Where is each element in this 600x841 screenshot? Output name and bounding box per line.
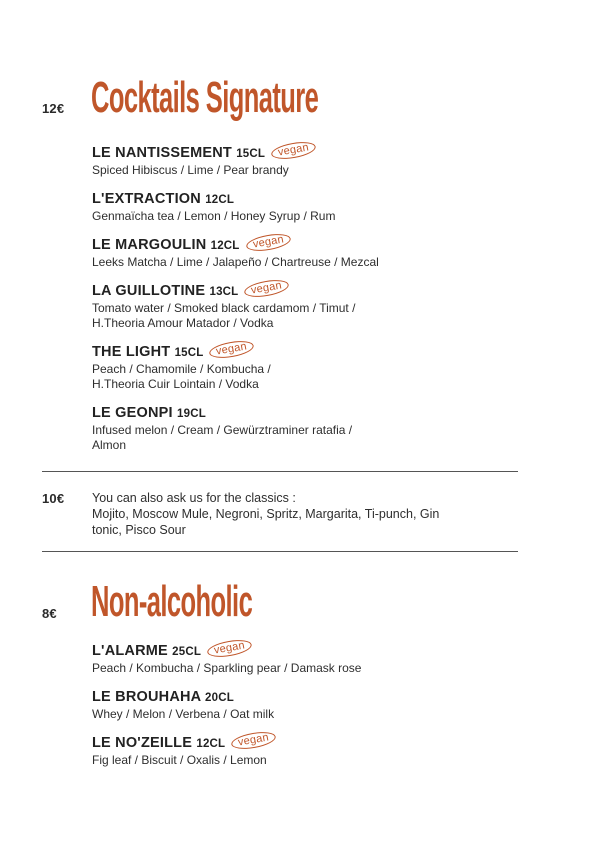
signature-price: 12€ xyxy=(42,101,65,116)
menu-item xyxy=(92,405,352,453)
item-description: Genmaïcha tea / Lemon / Honey Syrup / Rum xyxy=(92,209,336,223)
divider-bottom xyxy=(42,551,518,552)
classics-line-2: Mojito, Moscow Mule, Negroni, Spritz, Margarita, Ti-punch, Gin xyxy=(92,507,440,521)
item-description: Peach / Kombucha / Sparkling pear / Damask rose xyxy=(92,661,362,675)
item-description: Spiced Hibiscus / Lime / Pear brandy xyxy=(92,163,289,177)
item-name: L'ALARME xyxy=(92,643,168,659)
item-title xyxy=(92,405,352,423)
item-name: LE GEONPI xyxy=(92,405,173,421)
vegan-badge: vegan xyxy=(230,729,277,752)
item-name: THE LIGHT xyxy=(92,344,171,360)
item-volume: 12CL xyxy=(196,738,226,750)
vegan-badge: vegan xyxy=(206,637,253,660)
menu-item xyxy=(92,191,335,224)
item-volume: 19CL xyxy=(177,408,206,420)
item-volume: 13CL xyxy=(209,286,239,298)
classics-line-3: tonic, Pisco Sour xyxy=(92,523,186,537)
menu-item xyxy=(92,340,271,392)
item-description: H.Theoria Cuir Lointain / Vodka xyxy=(92,377,259,391)
vegan-badge: vegan xyxy=(209,338,256,361)
item-description: H.Theoria Amour Matador / Vodka xyxy=(92,316,274,330)
item-title xyxy=(92,340,271,362)
vegan-badge: vegan xyxy=(245,231,292,254)
item-description: Tomato water / Smoked black cardamom / Timut / xyxy=(92,301,356,315)
item-name: L'EXTRACTION xyxy=(92,191,201,207)
item-volume: 25CL xyxy=(172,646,202,658)
item-title xyxy=(92,141,316,163)
item-description: Peach / Chamomile / Kombucha / xyxy=(92,362,271,376)
item-volume: 20CL xyxy=(205,692,234,704)
item-description: Infused melon / Cream / Gewürztraminer ratafia / xyxy=(92,423,353,437)
item-name: LE BROUHAHA xyxy=(92,689,201,705)
classics-line-1: You can also ask us for the classics : xyxy=(92,491,296,505)
item-title xyxy=(92,279,355,301)
signature-heading: Cocktails Signature xyxy=(91,73,319,122)
classics-text xyxy=(92,490,522,538)
item-title xyxy=(92,233,379,255)
item-description: Almon xyxy=(92,438,127,452)
item-description: Leeks Matcha / Lime / Jalapeño / Chartreuse / Mezcal xyxy=(92,255,379,269)
item-title xyxy=(92,689,274,707)
item-description: Whey / Melon / Verbena / Oat milk xyxy=(92,707,275,721)
item-name: LA GUILLOTINE xyxy=(92,283,206,299)
menu-item xyxy=(92,233,379,270)
item-name: LE MARGOULIN xyxy=(92,237,207,253)
item-title xyxy=(92,639,361,661)
vegan-badge: vegan xyxy=(243,277,290,300)
menu-item xyxy=(92,141,316,178)
non-alcoholic-price: 8€ xyxy=(42,606,57,621)
menu-item xyxy=(92,689,274,722)
item-title xyxy=(92,731,276,753)
item-volume: 12CL xyxy=(205,194,235,206)
menu-item xyxy=(92,279,356,331)
classics-price: 10€ xyxy=(42,491,65,506)
item-volume: 15CL xyxy=(236,148,266,160)
item-name: LE NANTISSEMENT xyxy=(92,145,232,161)
menu-item xyxy=(92,731,276,768)
item-description: Fig leaf / Biscuit / Oxalis / Lemon xyxy=(92,753,267,767)
vegan-badge: vegan xyxy=(270,139,317,162)
menu-item xyxy=(92,639,362,676)
item-title xyxy=(92,191,335,209)
item-name: LE NO'ZEILLE xyxy=(92,735,193,751)
item-volume: 15CL xyxy=(174,347,204,359)
divider-top xyxy=(42,471,518,472)
non-alcoholic-heading: Non-alcoholic xyxy=(91,577,253,626)
item-volume: 12CL xyxy=(210,240,240,252)
